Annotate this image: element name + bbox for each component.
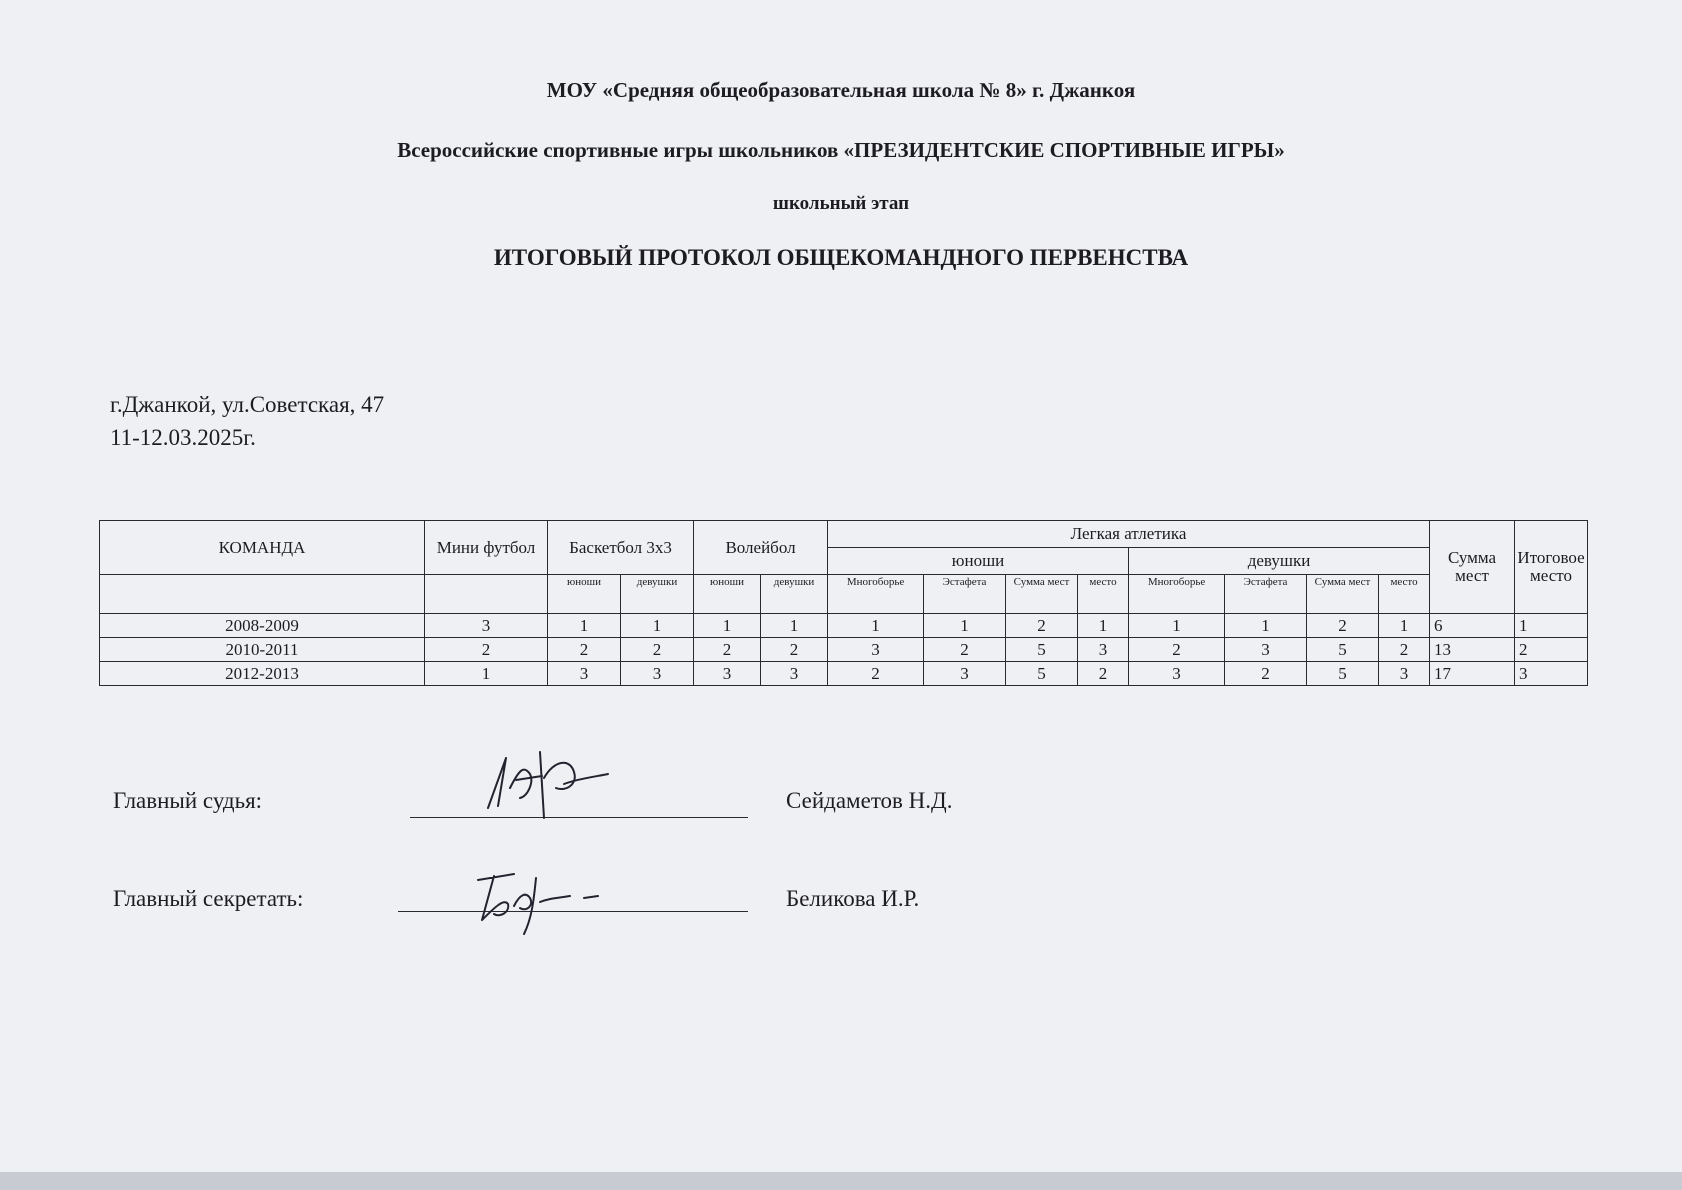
results-body [100,614,1588,686]
table-row [100,662,1588,686]
score-cell: 2 [761,638,828,662]
score-cell: 1 [1078,614,1129,638]
score-cell: 3 [924,662,1006,686]
score-cell: 5 [1006,662,1078,686]
header-athletics-boys: юноши [828,548,1129,575]
header-team-blank [100,575,425,614]
header-girls-relay: Эстафета [1225,575,1307,614]
header-boys-relay: Эстафета [924,575,1006,614]
header-basket-girls: девушки [621,575,694,614]
score-cell: 2 [1379,638,1430,662]
score-cell: 1 [1515,614,1588,638]
scan-edge [0,1172,1682,1190]
score-cell: 2 [1129,638,1225,662]
header-athletics-girls: девушки [1129,548,1430,575]
score-cell: 1 [924,614,1006,638]
header-volley-boys: юноши [694,575,761,614]
secretary-label: Главный секретать: [113,886,304,911]
score-cell: 3 [694,662,761,686]
score-cell: 2 [621,638,694,662]
header-basketball: Баскетбол 3х3 [548,521,694,575]
header-sum-places: Сумма мест [1430,521,1515,614]
header-mini-football: Мини футбол [425,521,548,575]
score-cell: 2 [548,638,621,662]
header-boys-sum: Сумма мест [1006,575,1078,614]
header-volleyball: Волейбол [694,521,828,575]
score-cell: 1 [621,614,694,638]
school-name: МОУ «Средняя общеобразовательная школа № 8» г. Джанкоя [546,78,1136,102]
score-cell: 2 [924,638,1006,662]
protocol-title: ИТОГОВЫЙ ПРОТОКОЛ ОБЩЕКОМАНДНОГО ПЕРВЕНСТВА [493,245,1189,270]
score-cell: 2 [1225,662,1307,686]
score-cell: 13 [1430,638,1515,662]
judge-name: Сейдаметов Н.Д. [786,788,953,813]
score-cell: 3 [621,662,694,686]
score-cell: 2 [425,638,548,662]
score-cell: 1 [694,614,761,638]
judge-signature [480,748,620,820]
team-cell: 2010-2011 [100,638,425,662]
event-dates: 11-12.03.2025г. [110,425,256,450]
score-cell: 3 [425,614,548,638]
score-cell: 2 [1078,662,1129,686]
header-final-place: Итоговое место [1515,521,1588,614]
score-cell: 3 [1379,662,1430,686]
results-table [99,520,1588,686]
score-cell: 1 [1379,614,1430,638]
score-cell: 5 [1006,638,1078,662]
header-basket-boys: юноши [548,575,621,614]
secretary-name: Беликова И.Р. [786,886,920,911]
score-cell: 2 [694,638,761,662]
score-cell: 2 [1307,614,1379,638]
header-mini-blank [425,575,548,614]
header-girls-sum: Сумма мест [1307,575,1379,614]
team-cell: 2008-2009 [100,614,425,638]
score-cell: 2 [1006,614,1078,638]
score-cell: 5 [1307,638,1379,662]
header-volley-girls: девушки [761,575,828,614]
address: г.Джанкой, ул.Советская, 47 [110,392,385,417]
judge-label: Главный судья: [113,788,263,813]
score-cell: 1 [828,614,924,638]
score-cell: 1 [425,662,548,686]
score-cell: 6 [1430,614,1515,638]
score-cell: 5 [1307,662,1379,686]
score-cell: 3 [1078,638,1129,662]
score-cell: 3 [828,638,924,662]
score-cell: 1 [1129,614,1225,638]
secretary-signature [474,868,614,938]
score-cell: 3 [1129,662,1225,686]
score-cell: 17 [1430,662,1515,686]
event-name: Всероссийские спортивные игры школьников «ПРЕЗИДЕНТСКИЕ СПОРТИВНЫЕ ИГРЫ» [397,138,1285,162]
score-cell: 1 [761,614,828,638]
score-cell: 2 [1515,638,1588,662]
header-boys-place: место [1078,575,1129,614]
header-girls-allround: Многоборье [1129,575,1225,614]
score-cell: 1 [548,614,621,638]
table-row [100,614,1588,638]
stage-name: школьный этап [772,193,910,214]
team-cell: 2012-2013 [100,662,425,686]
score-cell: 1 [1225,614,1307,638]
score-cell: 3 [1515,662,1588,686]
header-girls-place: место [1379,575,1430,614]
score-cell: 3 [761,662,828,686]
score-cell: 3 [548,662,621,686]
score-cell: 2 [828,662,924,686]
header-team: КОМАНДА [100,521,425,575]
table-row [100,638,1588,662]
header-boys-allround: Многоборье [828,575,924,614]
score-cell: 3 [1225,638,1307,662]
header-athletics: Легкая атлетика [828,521,1430,548]
